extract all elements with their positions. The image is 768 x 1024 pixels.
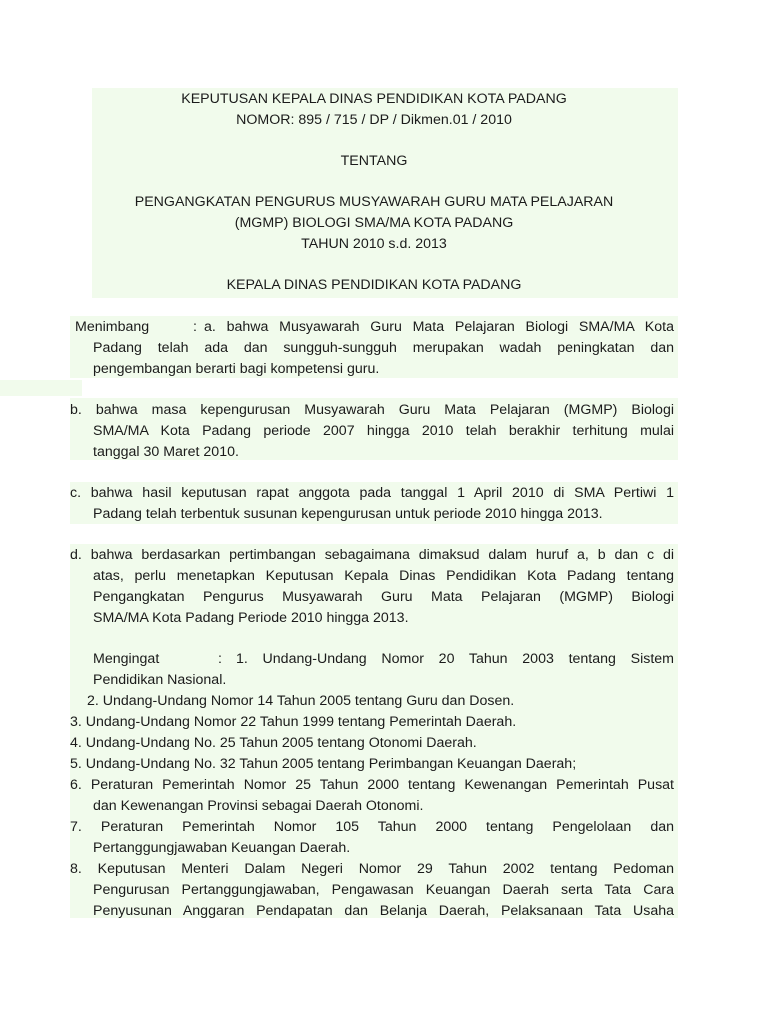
menimbang-b-line1: b. bahwa masa kepengurusan Musyawarah Guru Mata Pelajaran (MGMP) Biologi [70,402,674,418]
menimbang-d-line3: Pengangkatan Pengurus Musyawarah Guru Mata Pelajaran (MGMP) Biologi [93,589,674,605]
mengingat-item6-line2: dan Kewenangan Provinsi sebagai Daerah Otonomi. [93,798,424,814]
mengingat-item8-line1: 8. Keputusan Menteri Dalam Negeri Nomor 29 Tahun 2002 tentang Pedoman [70,861,674,877]
menimbang-colon: : [193,319,197,335]
mengingat-item7-line1: 7. Peraturan Pemerintah Nomor 105 Tahun 2000 tentang Pengelolaan dan [70,819,674,835]
mengingat-item1-line1: 1. Undang-Undang Nomor 20 Tahun 2003 tentang Sistem [236,651,674,667]
menimbang-b-line3: tanggal 30 Maret 2010. [93,444,239,460]
mengingat-item8-line2: Pengurusan Pertanggungjawaban, Pengawasan Keuangan Daerah serta Tata Cara [93,882,674,898]
doc-subject-line3: TAHUN 2010 s.d. 2013 [301,236,447,252]
mengingat-item6-line1: 6. Peraturan Pemerintah Nomor 25 Tahun 2000 tentang Kewenangan Pemerintah Pusat [70,777,674,793]
menimbang-d-line4: SMA/MA Kota Padang Periode 2010 hingga 2013. [93,610,409,626]
menimbang-c-line1: c. bahwa hasil keputusan rapat anggota pada tanggal 1 April 2010 di SMA Pertiwi 1 [70,485,674,501]
menimbang-a-line1: a. bahwa Musyawarah Guru Mata Pelajaran Biologi SMA/MA Kota [204,319,674,335]
menimbang-c-line2: Padang telah terbentuk susunan kepengurusan untuk periode 2010 hingga 2013. [93,506,603,522]
mengingat-item4: 4. Undang-Undang No. 25 Tahun 2005 tentang Otonomi Daerah. [70,735,477,751]
highlight-left-strip [0,380,82,396]
mengingat-item8-line3: Penyusunan Anggaran Pendapatan dan Belanja Daerah, Pelaksanaan Tata Usaha [93,903,674,919]
doc-title: KEPUTUSAN KEPALA DINAS PENDIDIKAN KOTA PADANG [181,91,567,107]
mengingat-item7-line2: Pertanggungjawaban Keuangan Daerah. [93,840,351,856]
menimbang-a-line2: Padang telah ada dan sungguh-sungguh merupakan wadah peningkatan dan [93,340,674,356]
menimbang-a-line3: pengembangan berarti bagi kompetensi guru. [93,361,380,377]
doc-subject-line1: PENGANGKATAN PENGURUS MUSYAWARAH GURU MATA PELAJARAN [134,194,614,210]
doc-tentang: TENTANG [340,153,408,169]
doc-subject-line2: (MGMP) BIOLOGI SMA/MA KOTA PADANG [234,215,514,231]
menimbang-d-line2: atas, perlu menetapkan Keputusan Kepala Dinas Pendidikan Kota Padang tentang [93,568,674,584]
mengingat-item1-line2: Pendidikan Nasional. [93,672,227,688]
mengingat-colon: : [218,651,222,667]
menimbang-b-line2: SMA/MA Kota Padang periode 2007 hingga 2010 telah berakhir terhitung mulai [93,423,674,439]
doc-number: NOMOR: 895 / 715 / DP / Dikmen.01 / 2010 [236,112,512,128]
mengingat-item5: 5. Undang-Undang No. 32 Tahun 2005 tentang Perimbangan Keuangan Daerah; [70,756,577,772]
menimbang-d-line1: d. bahwa berdasarkan pertimbangan sebagaimana dimaksud dalam huruf a, b dan c di [70,547,674,563]
mengingat-label: Mengingat [93,651,160,667]
menimbang-label: Menimbang [75,319,150,335]
mengingat-item2: 2. Undang-Undang Nomor 14 Tahun 2005 tentang Guru dan Dosen. [87,693,515,709]
doc-authority: KEPALA DINAS PENDIDIKAN KOTA PADANG [226,277,522,293]
mengingat-item3: 3. Undang-Undang Nomor 22 Tahun 1999 tentang Pemerintah Daerah. [70,714,517,730]
